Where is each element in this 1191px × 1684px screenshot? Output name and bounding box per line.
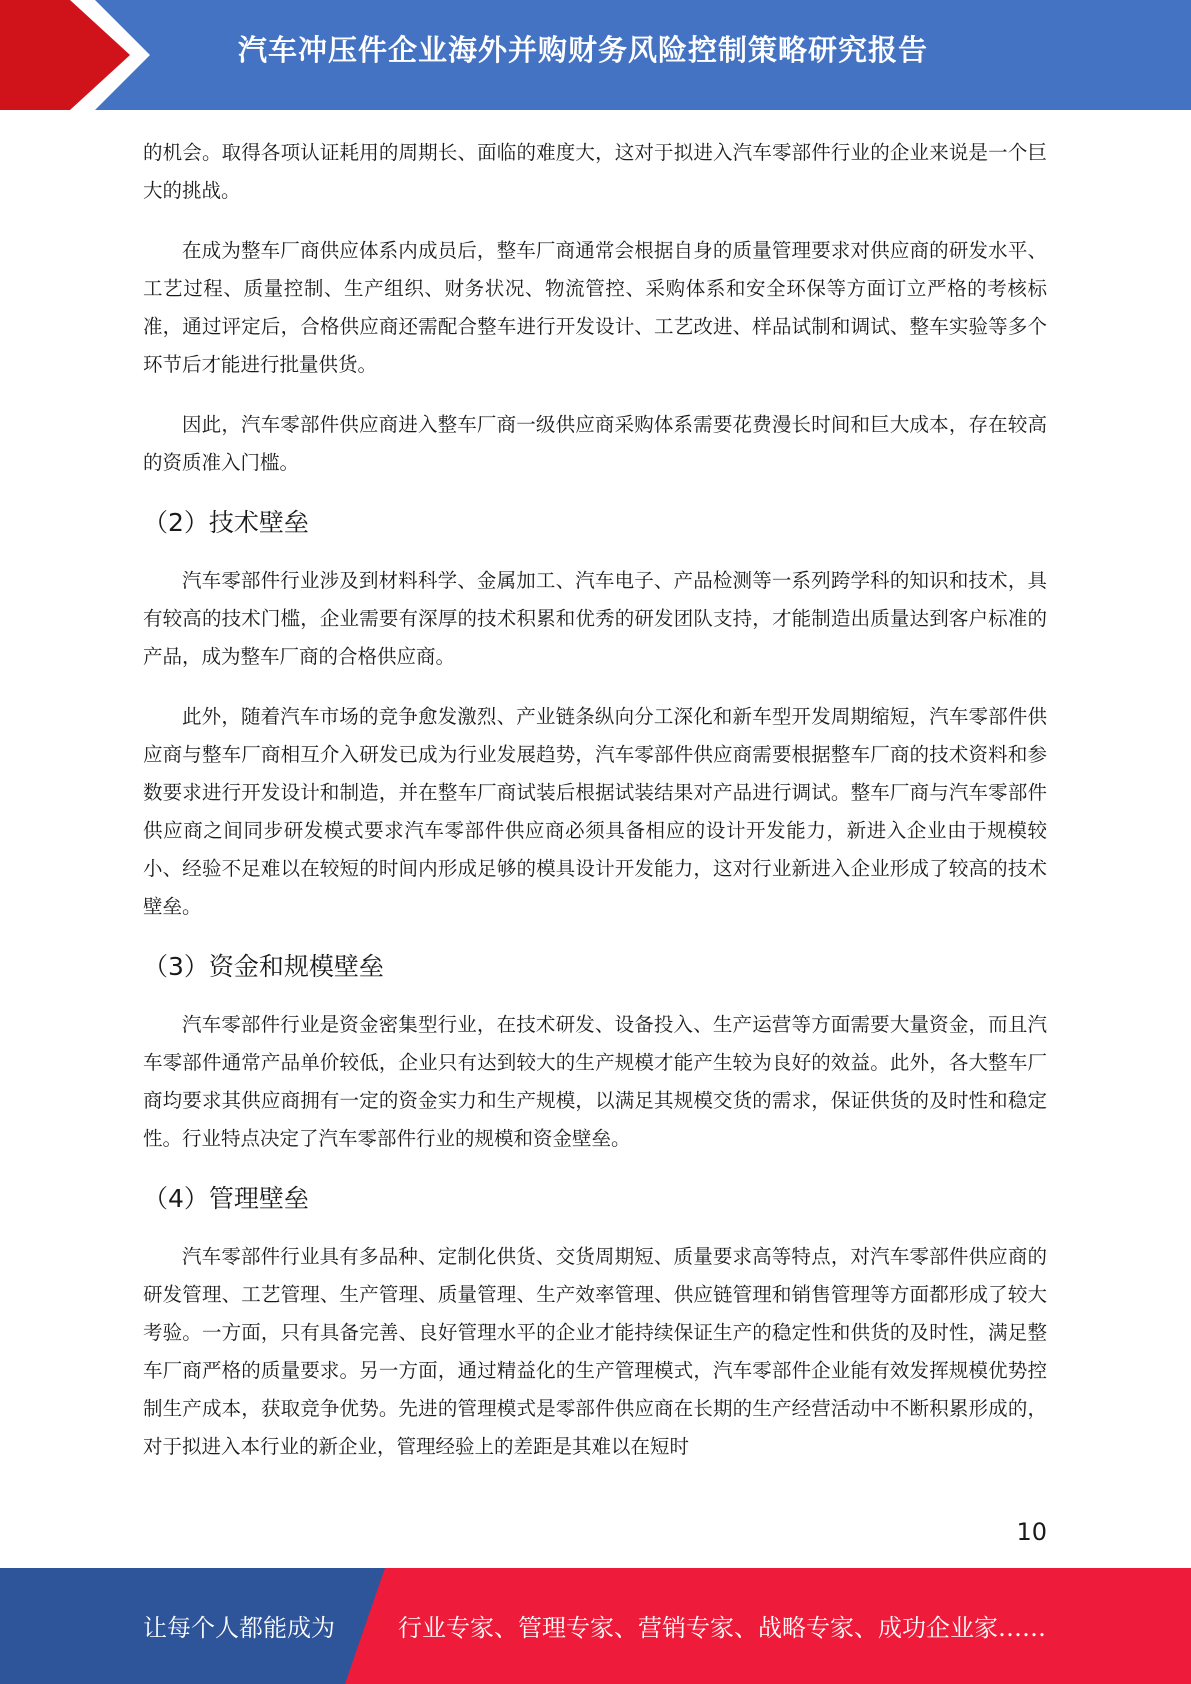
footer-slogan-left: 让每个人都能成为 [143, 1614, 335, 1642]
paragraph-4: 汽车零部件行业涉及到材料科学、金属加工、汽车电子、产品检测等一系列跨学科的知识和技术，具有较高的技术门槛，企业需要有深厚的技术积累和优秀的研发团队支持，才能制造出质量达到客户标准的产品，成为整车厂商的合格供应商。 [143, 569, 1047, 668]
paragraph-5: 此外，随着汽车市场的竞争愈发激烈、产业链条纵向分工深化和新车型开发周期缩短，汽车零部件供应商与整车厂商相互介入研发已成为行业发展趋势，汽车零部件供应商需要根据整车厂商的技术资料和参数要求进行开发设计和制造，并在整车厂商试装后根据试装结果对产品进行调试。整车厂商与汽车零部件供应商之间同步研发模式要求汽车零部件供应商必须具备相应的设计开发能力，新进入企业由于规模较小、经验不足难以在较短的时间内形成足够的模具设计开发能力，这对行业新进入企业形成了较高的技术壁垒。 [143, 705, 1047, 918]
paragraph-6: 汽车零部件行业是资金密集型行业，在技术研发、设备投入、生产运营等方面需要大量资金，而且汽车零部件通常产品单价较低，企业只有达到较大的生产规模才能产生较为良好的效益。此外，各大整车厂商均要求其供应商拥有一定的资金实力和生产规模，以满足其规模交货的需求，保证供货的及时性和稳定性。行业特点决定了汽车零部件行业的规模和资金壁垒。 [143, 1013, 1047, 1150]
section-heading-management-barrier: （4）管理壁垒 [143, 1184, 309, 1213]
section-heading-capital-barrier: （3）资金和规模壁垒 [143, 952, 384, 981]
body-content [143, 134, 1047, 1488]
paragraph-2: 在成为整车厂商供应体系内成员后，整车厂商通常会根据自身的质量管理要求对供应商的研发水平、工艺过程、质量控制、生产组织、财务状况、物流管控、采购体系和安全环保等方面订立严格的考核标准，通过评定后，合格供应商还需配合整车进行开发设计、工艺改进、样品试制和调试、整车实验等多个环节后才能进行批量供货。 [143, 239, 1047, 376]
footer-slogan-right: 行业专家、管理专家、营销专家、战略专家、成功企业家…… [398, 1614, 1046, 1642]
page-footer [0, 1568, 1191, 1684]
section-heading-tech-barrier: （2）技术壁垒 [143, 508, 309, 537]
page-number: 10 [1016, 1518, 1047, 1546]
header-title: 汽车冲压件企业海外并购财务风险控制策略研究报告 [238, 33, 929, 67]
page-header [0, 0, 1191, 110]
paragraph-3: 因此，汽车零部件供应商进入整车厂商一级供应商采购体系需要花费漫长时间和巨大成本，存在较高的资质准入门槛。 [143, 413, 1047, 474]
paragraph-1: 的机会。取得各项认证耗用的周期长、面临的难度大，这对于拟进入汽车零部件行业的企业来说是一个巨大的挑战。 [143, 141, 1047, 202]
paragraph-7: 汽车零部件行业具有多品种、定制化供货、交货周期短、质量要求高等特点，对汽车零部件供应商的研发管理、工艺管理、生产管理、质量管理、生产效率管理、供应链管理和销售管理等方面都形成了较大考验。一方面，只有具备完善、良好管理水平的企业才能持续保证生产的稳定性和供货的及时性，满足整车厂商严格的质量要求。另一方面，通过精益化的生产管理模式，汽车零部件企业能有效发挥规模优势控制生产成本，获取竞争优势。先进的管理模式是零部件供应商在长期的生产经营活动中不断积累形成的，对于拟进入本行业的新企业，管理经验上的差距是其难以在短时 [143, 1245, 1047, 1458]
